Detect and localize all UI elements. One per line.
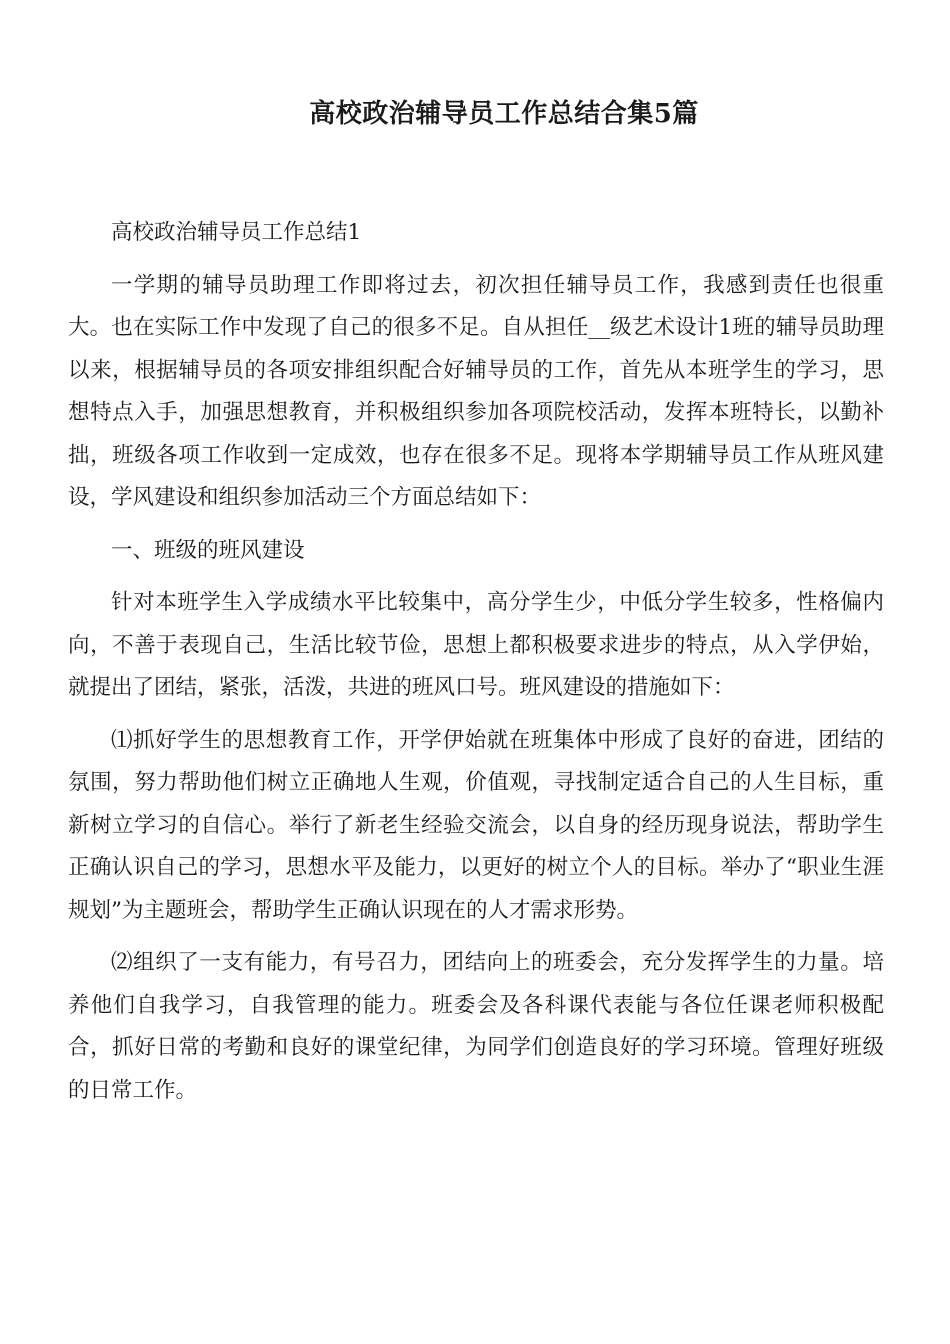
paragraph-measure-1: ⑴抓好学生的思想教育工作，开学伊始就在班集体中形成了良好的奋进，团结的氛围，努力帮助他们树立正确地人生观，价值观，寻找制定适合自己的人生目标，重新树立学习的自信心。举行了新老生经验交流会，以自身的经历现身说法，帮助学生正确认识自己的学习，思想水平及能力，以更好的树立个人的目标。举办了“职业生涯规划”为主题班会，帮助学生正确认识现在的人才需求形势。 xyxy=(68,727,884,923)
section-heading: 一、班级的班风建设 xyxy=(111,537,305,563)
paragraph-measure-2: ⑵组织了一支有能力，有号召力，团结向上的班委会，充分发挥学生的力量。培养他们自我学习，自我管理的能力。班委会及各科课代表能与各位任课老师积极配合，抓好日常的考勤和良好的课堂纪律，为同学们创造良好的学习环境。管理好班级的日常工作。 xyxy=(68,950,884,1103)
paragraph-intro: 一学期的辅导员助理工作即将过去，初次担任辅导员工作，我感到责任也很重大。也在实际工作中发现了自己的很多不足。自从担任__级艺术设计1班的辅导员助理以来，根据辅导员的各项安排组织配合好辅导员的工作，首先从本班学生的学习，思想特点入手，加强思想教育，并积极组织参加各项院校活动，发挥本班特长，以勤补拙，班级各项工作收到一定成效，也存在很多不足。现将本学期辅导员工作从班风建设，学风建设和组织参加活动三个方面总结如下： xyxy=(68,272,884,510)
document-title: 高校政治辅导员工作总结合集5篇 xyxy=(309,99,699,129)
section-heading: 高校政治辅导员工作总结1 xyxy=(111,220,362,245)
document-body xyxy=(68,212,884,1112)
paragraph-class-style: 针对本班学生入学成绩水平比较集中，高分学生少，中低分学生较多，性格偏内向，不善于表现自己，生活比较节俭，思想上都积极要求进步的特点，从入学伊始，就提出了团结，紧张，活泼，共进的班风口号。班风建设的措施如下： xyxy=(68,590,884,700)
